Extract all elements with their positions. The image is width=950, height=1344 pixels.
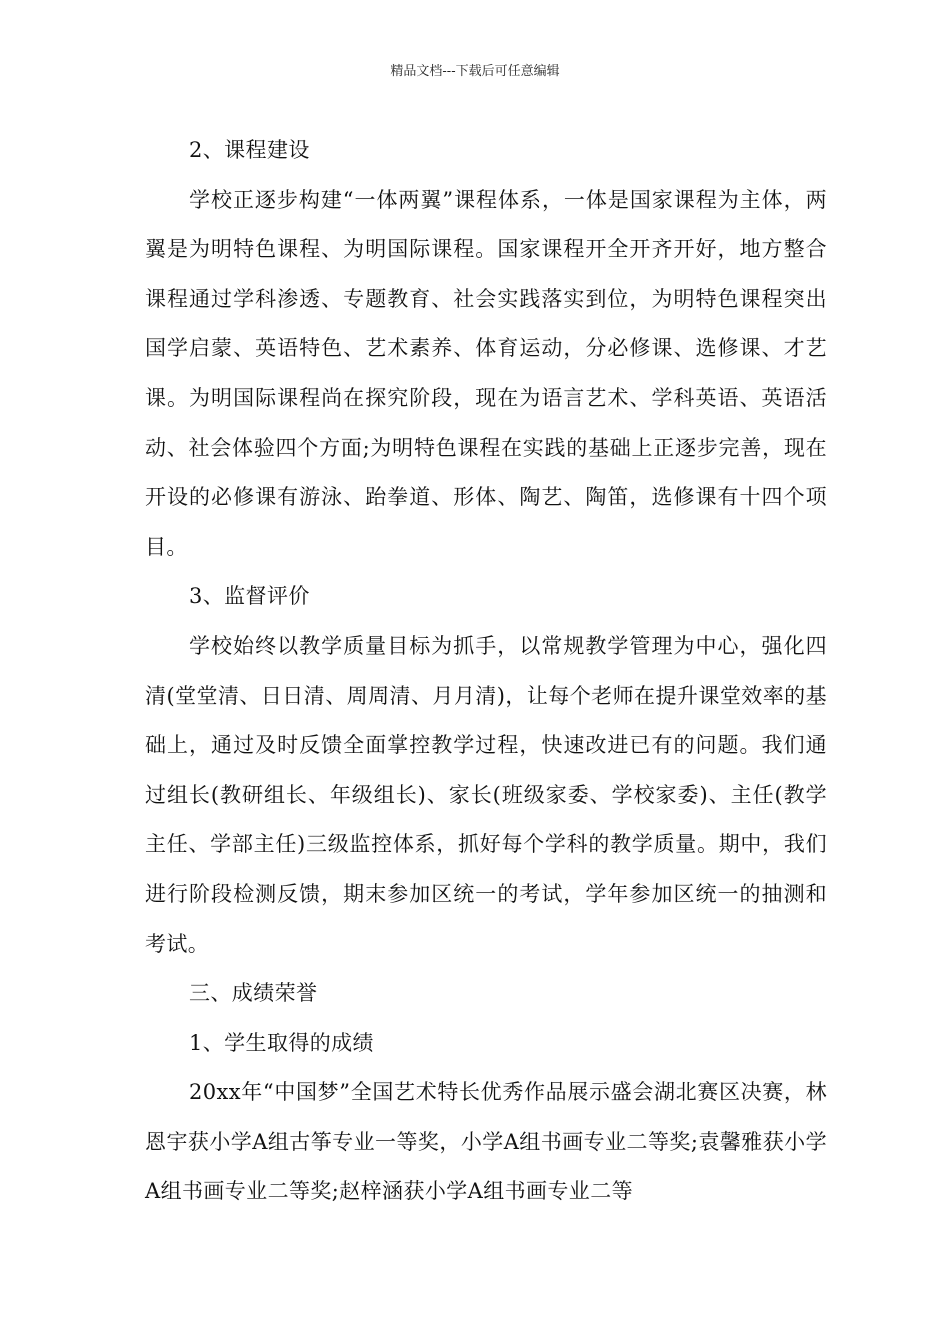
- paragraph-supervision: 学校始终以教学质量目标为抓手，以常规教学管理为中心，强化四清(堂堂清、日日清、周周清、月月清)，让每个老师在提升课堂效率的基础上，通过及时反馈全面掌控教学过程，快速改进已有的问题。我们通过组长(教研组长、年级组长)、家长(班级家委、学校家委)、主任(教学主任、学部主任)三级监控体系，抓好每个学科的教学质量。期中，我们进行阶段检测反馈，期末参加区统一的考试，学年参加区统一的抽测和考试。: [145, 633, 827, 956]
- section-heading-curriculum: 2、课程建设: [189, 138, 310, 162]
- part-heading-achievements: 三、成绩荣誉: [189, 981, 318, 1006]
- document-body: [145, 126, 827, 1217]
- paragraph-student-achievements: 20xx年“中国梦”全国艺术特长优秀作品展示盛会湖北赛区决赛，林恩宇获小学A组古筝专业一等奖，小学A组书画专业二等奖;袁馨雅获小学A组书画专业二等奖;赵梓涵获小学A组书画专业二等: [145, 1080, 827, 1204]
- subheading-student-achievements: 1、学生取得的成绩: [189, 1030, 374, 1055]
- section-heading-supervision: 3、监督评价: [189, 584, 310, 609]
- paragraph-curriculum: 学校正逐步构建“一体两翼”课程体系，一体是国家课程为主体，两翼是为明特色课程、为明国际课程。国家课程开全开齐开好，地方整合课程通过学科渗透、专题教育、社会实践落实到位，为明特色课程突出国学启蒙、英语特色、艺术素养、体育运动，分必修课、选修课、才艺课。为明国际课程尚在探究阶段，现在为语言艺术、学科英语、英语活动、社会体验四个方面;为明特色课程在实践的基础上正逐步完善，现在开设的必修课有游泳、跆拳道、形体、陶艺、陶笛，选修课有十四个项目。: [145, 187, 827, 559]
- page-header: 精品文档---下载后可任意编辑: [390, 64, 560, 79]
